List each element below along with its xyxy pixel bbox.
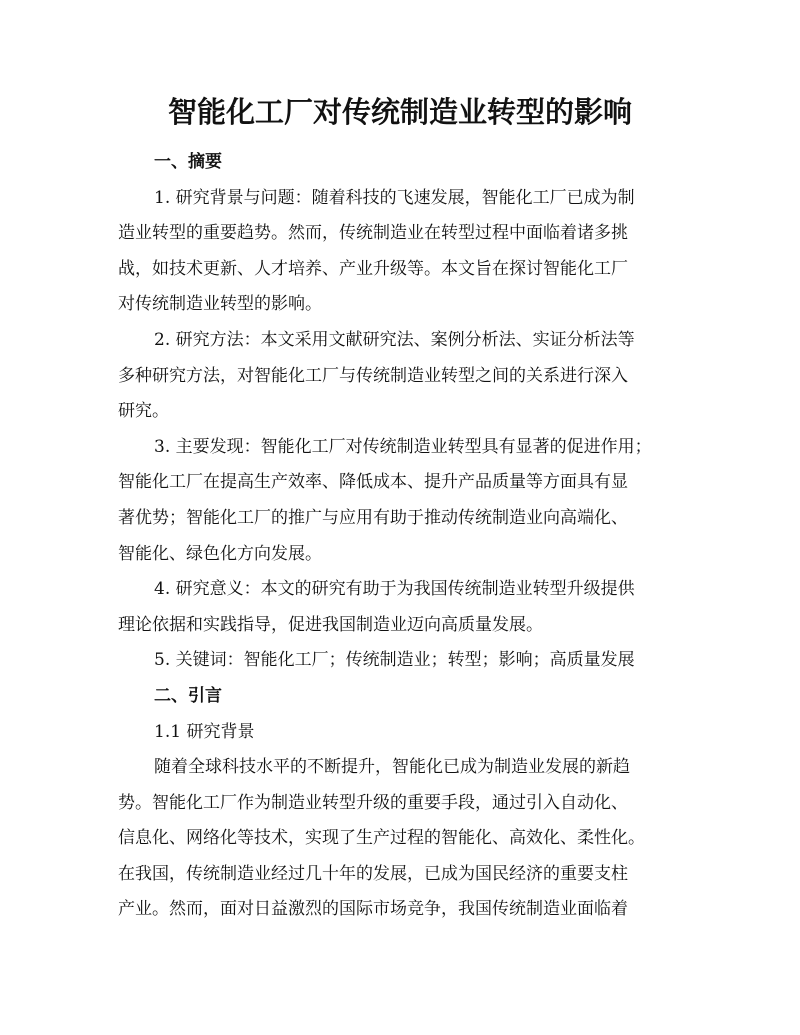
section-heading-abstract: 一、摘要 <box>154 152 222 172</box>
keywords-line: 5. 关键词：智能化工厂；传统制造业；转型；影响；高质量发展 <box>154 650 635 671</box>
subsection-heading-background: 1.1 研究背景 <box>154 721 255 742</box>
text-line: 造业转型的重要趋势。然而，传统制造业在转型过程中面临着诸多挑 <box>118 223 628 244</box>
text-line: 研究。 <box>118 401 169 422</box>
text-line: 多种研究方法，对智能化工厂与传统制造业转型之间的关系进行深入 <box>118 365 628 386</box>
text-line: 智能化工厂在提高生产效率、降低成本、提升产品质量等方面具有显 <box>118 472 628 493</box>
text-line: 著优势；智能化工厂的推广与应用有助于推动传统制造业向高端化、 <box>118 507 628 528</box>
text-line: 战，如技术更新、人才培养、产业升级等。本文旨在探讨智能化工厂 <box>118 258 628 279</box>
abstract-item-1 <box>118 181 688 323</box>
text-line: 2. 研究方法：本文采用文献研究法、案例分析法、实证分析法等 <box>154 329 635 350</box>
document-title: 智能化工厂对传统制造业转型的影响 <box>167 95 632 129</box>
section-heading-introduction: 二、引言 <box>154 685 222 706</box>
text-line: 势。智能化工厂作为制造业转型升级的重要手段，通过引入自动化、 <box>118 792 628 813</box>
abstract-item-4 <box>118 572 688 643</box>
text-line: 理论依据和实践指导，促进我国制造业迈向高质量发展。 <box>118 614 543 635</box>
text-line: 智能化、绿色化方向发展。 <box>118 543 322 564</box>
text-line: 3. 主要发现：智能化工厂对传统制造业转型具有显著的促进作用； <box>154 436 652 457</box>
abstract-item-5-keywords <box>118 643 688 679</box>
abstract-item-2 <box>118 323 688 430</box>
text-line: 随着全球科技水平的不断提升，智能化已成为制造业发展的新趋 <box>154 757 630 778</box>
document-body <box>118 145 688 928</box>
text-line: 1. 研究背景与问题：随着科技的飞速发展，智能化工厂已成为制 <box>154 187 635 208</box>
text-line: 对传统制造业转型的影响。 <box>118 294 322 315</box>
text-line: 信息化、网络化等技术，实现了生产过程的智能化、高效化、柔性化。 <box>118 828 645 849</box>
abstract-item-3 <box>118 430 688 572</box>
text-line: 产业。然而，面对日益激烈的国际市场竞争，我国传统制造业面临着 <box>118 899 628 920</box>
introduction-paragraph <box>118 750 688 928</box>
text-line: 在我国，传统制造业经过几十年的发展，已成为国民经济的重要支柱 <box>118 863 628 884</box>
text-line: 4. 研究意义：本文的研究有助于为我国传统制造业转型升级提供 <box>154 579 635 600</box>
